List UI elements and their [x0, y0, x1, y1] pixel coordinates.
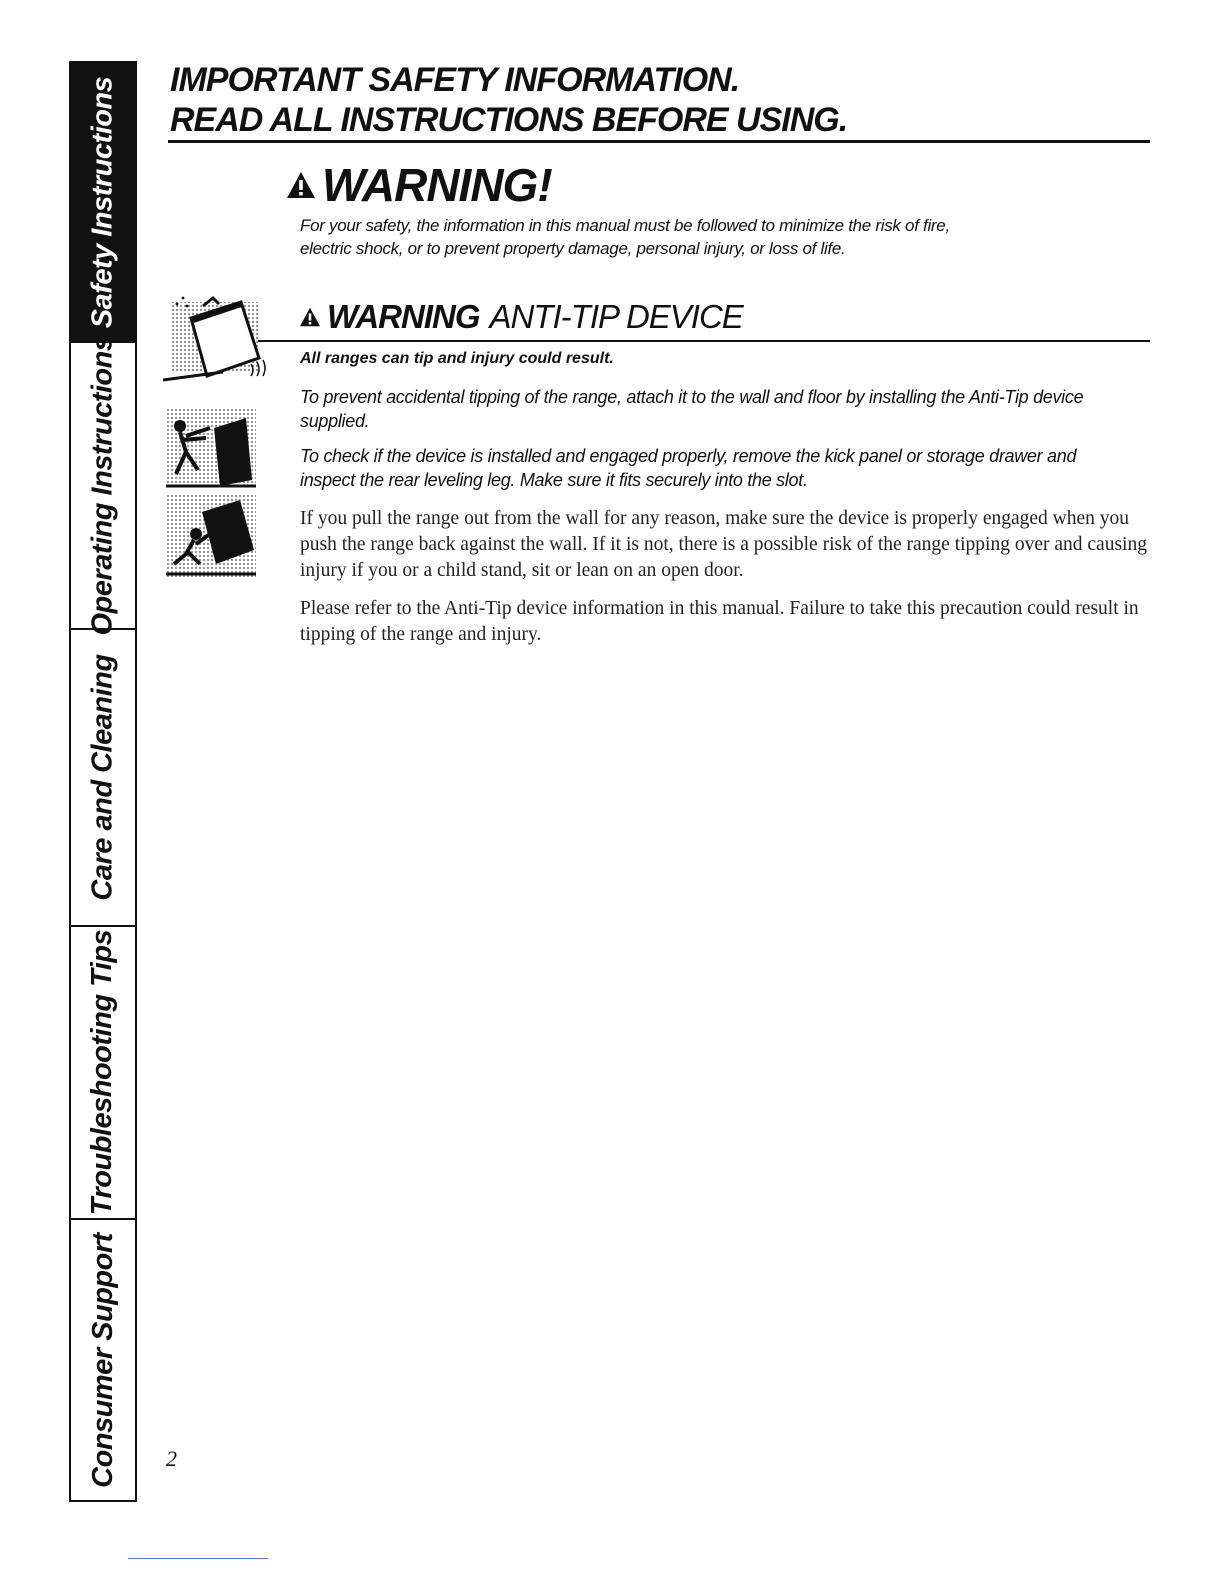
page-title-line2: READ ALL INSTRUCTIONS BEFORE USING. — [170, 101, 848, 139]
anti-tip-para3: If you pull the range out from the wall for any reason, make sure the device is properly engaged when you push the range back against the wall. If it is not, there is a possible risk of the range tipping over and causing injury if you or a child stand, sit or lean on an open door. — [300, 508, 1147, 581]
warning-heading — [286, 158, 552, 212]
tab-label: Consumer Support — [86, 1232, 119, 1488]
anti-tip-bold-line: All ranges can tip and injury could result. — [300, 350, 614, 367]
page-title — [170, 60, 847, 140]
tab-label: Operating Instructions — [86, 335, 119, 636]
tab-troubleshooting-tips[interactable] — [71, 927, 135, 1220]
tab-label: Troubleshooting Tips — [86, 929, 119, 1216]
page-number: 2 — [166, 1446, 177, 1471]
tab-operating-instructions[interactable] — [71, 335, 135, 636]
warning-text — [300, 214, 1100, 260]
anti-tip-title: ANTI-TIP DEVICE — [489, 298, 743, 335]
section-tabs — [69, 61, 137, 1502]
tipping-range-illustration — [163, 288, 273, 388]
anti-tip-divider — [258, 340, 1150, 342]
anti-tip-para1: To prevent accidental tipping of the range, attach it to the wall and floor by installing the Anti-Tip device supplied. — [300, 387, 1084, 431]
warning-triangle-icon — [299, 307, 321, 327]
page-title-line1: IMPORTANT SAFETY INFORMATION. — [170, 61, 740, 99]
child-climbing-illustration — [166, 408, 256, 488]
warning-triangle-icon — [286, 171, 316, 199]
title-divider — [168, 140, 1150, 143]
anti-tip-para2: To check if the device is installed and engaged properly, remove the kick panel or storage drawer and inspect the rear leveling leg. Make sure it fits securely into the slot. — [300, 446, 1077, 490]
anti-tip-para4: Please refer to the Anti-Tip device information in this manual. Failure to take this precaution could result in tipping of the range and injury. — [300, 598, 1139, 645]
tab-consumer-support[interactable] — [71, 1220, 135, 1500]
warning-text-line1: For your safety, the information in this manual must be followed to minimize the risk of fire, — [300, 216, 950, 235]
tab-label: Safety Instructions — [86, 76, 119, 328]
footer-line — [128, 1558, 268, 1559]
anti-tip-warning-word: WARNING — [327, 298, 480, 335]
tab-care-and-cleaning[interactable] — [71, 630, 135, 927]
warning-text-line2: electric shock, or to prevent property damage, personal injury, or loss of life. — [300, 239, 846, 258]
range-tipping-over-illustration — [166, 494, 256, 578]
tab-label: Care and Cleaning — [86, 654, 119, 901]
warning-heading-text: WARNING! — [322, 159, 552, 211]
tab-safety-instructions[interactable] — [71, 63, 135, 343]
anti-tip-heading — [299, 298, 743, 336]
